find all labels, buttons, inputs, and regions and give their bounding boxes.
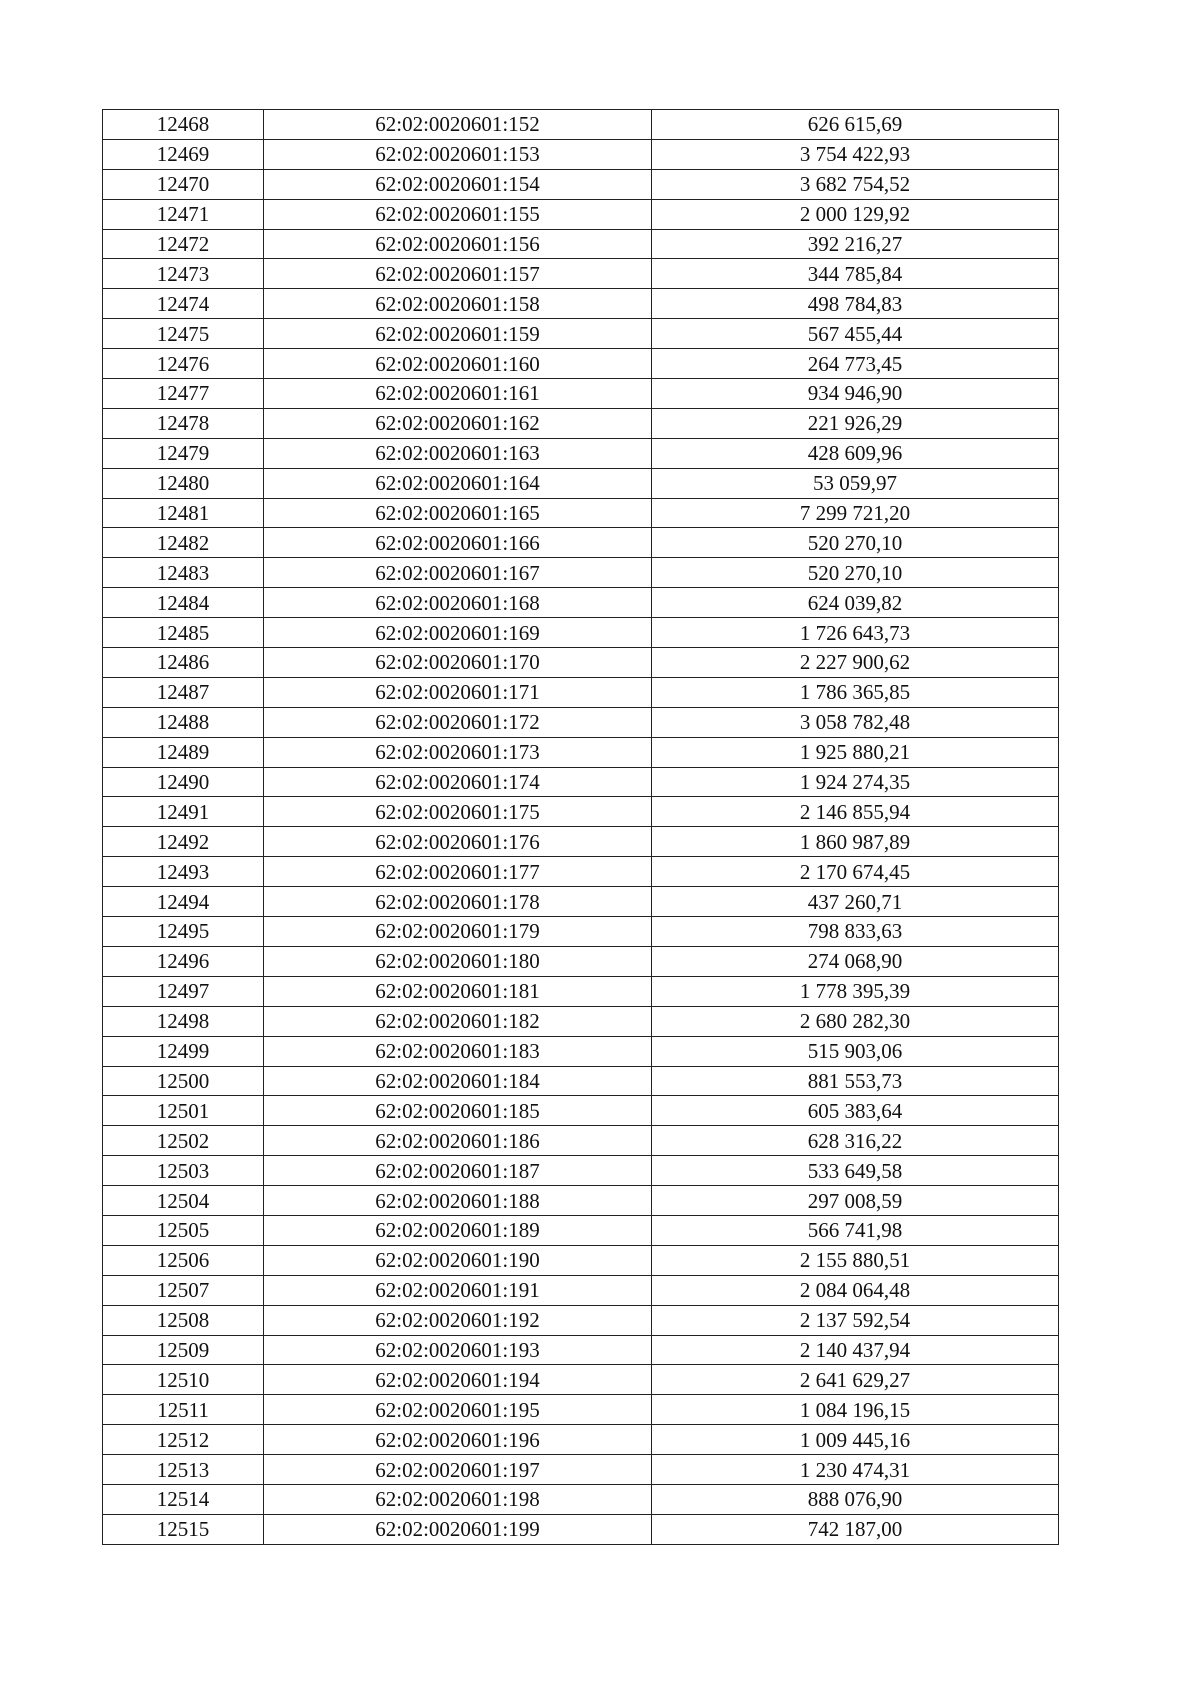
row-number-cell: 12475	[103, 319, 264, 349]
cadastral-value-cell: 798 833,63	[652, 917, 1059, 947]
cadastral-number-cell: 62:02:0020601:175	[264, 797, 652, 827]
table-row	[103, 737, 1059, 767]
table-row	[103, 1514, 1059, 1544]
cadastral-number-cell: 62:02:0020601:174	[264, 767, 652, 797]
cadastral-number-cell: 62:02:0020601:155	[264, 199, 652, 229]
table-row	[103, 797, 1059, 827]
cadastral-value-cell: 1 084 196,15	[652, 1395, 1059, 1425]
cadastral-value-cell: 1 924 274,35	[652, 767, 1059, 797]
cadastral-value-cell: 624 039,82	[652, 588, 1059, 618]
cadastral-number-cell: 62:02:0020601:187	[264, 1156, 652, 1186]
row-number-cell: 12482	[103, 528, 264, 558]
row-number-cell: 12486	[103, 648, 264, 678]
cadastral-number-cell: 62:02:0020601:159	[264, 319, 652, 349]
row-number-cell: 12474	[103, 289, 264, 319]
table-row	[103, 648, 1059, 678]
table-row	[103, 1215, 1059, 1245]
cadastral-number-cell: 62:02:0020601:170	[264, 648, 652, 678]
cadastral-value-cell: 7 299 721,20	[652, 498, 1059, 528]
table-row	[103, 1245, 1059, 1275]
cadastral-number-cell: 62:02:0020601:168	[264, 588, 652, 618]
cadastral-value-cell: 53 059,97	[652, 468, 1059, 498]
cadastral-value-cell: 1 230 474,31	[652, 1455, 1059, 1485]
row-number-cell: 12495	[103, 917, 264, 947]
cadastral-value-cell: 392 216,27	[652, 229, 1059, 259]
cadastral-value-cell: 2 155 880,51	[652, 1245, 1059, 1275]
table-row	[103, 976, 1059, 1006]
table-row	[103, 1425, 1059, 1455]
table-row	[103, 558, 1059, 588]
cadastral-value-cell: 1 009 445,16	[652, 1425, 1059, 1455]
cadastral-value-cell: 428 609,96	[652, 438, 1059, 468]
row-number-cell: 12500	[103, 1066, 264, 1096]
cadastral-value-cell: 3 754 422,93	[652, 139, 1059, 169]
cadastral-number-cell: 62:02:0020601:186	[264, 1126, 652, 1156]
cadastral-value-cell: 1 726 643,73	[652, 618, 1059, 648]
cadastral-number-cell: 62:02:0020601:199	[264, 1514, 652, 1544]
row-number-cell: 12499	[103, 1036, 264, 1066]
row-number-cell: 12513	[103, 1455, 264, 1485]
table-row	[103, 767, 1059, 797]
cadastral-number-cell: 62:02:0020601:190	[264, 1245, 652, 1275]
cadastral-value-cell: 297 008,59	[652, 1186, 1059, 1216]
cadastral-value-cell: 274 068,90	[652, 946, 1059, 976]
row-number-cell: 12481	[103, 498, 264, 528]
cadastral-number-cell: 62:02:0020601:194	[264, 1365, 652, 1395]
cadastral-number-cell: 62:02:0020601:180	[264, 946, 652, 976]
cadastral-value-cell: 742 187,00	[652, 1514, 1059, 1544]
table-row	[103, 1335, 1059, 1365]
cadastral-value-cell: 881 553,73	[652, 1066, 1059, 1096]
row-number-cell: 12468	[103, 110, 264, 140]
cadastral-value-cell: 2 641 629,27	[652, 1365, 1059, 1395]
table-row	[103, 1096, 1059, 1126]
row-number-cell: 12508	[103, 1305, 264, 1335]
cadastral-number-cell: 62:02:0020601:162	[264, 408, 652, 438]
row-number-cell: 12485	[103, 618, 264, 648]
row-number-cell: 12494	[103, 887, 264, 917]
cadastral-value-cell: 628 316,22	[652, 1126, 1059, 1156]
table-row	[103, 1305, 1059, 1335]
cadastral-number-cell: 62:02:0020601:158	[264, 289, 652, 319]
table-row	[103, 139, 1059, 169]
table-body	[103, 110, 1059, 1545]
row-number-cell: 12510	[103, 1365, 264, 1395]
cadastral-number-cell: 62:02:0020601:197	[264, 1455, 652, 1485]
cadastral-value-cell: 437 260,71	[652, 887, 1059, 917]
cadastral-number-cell: 62:02:0020601:176	[264, 827, 652, 857]
cadastral-value-cell: 533 649,58	[652, 1156, 1059, 1186]
row-number-cell: 12477	[103, 379, 264, 409]
table-row	[103, 229, 1059, 259]
row-number-cell: 12469	[103, 139, 264, 169]
row-number-cell: 12507	[103, 1275, 264, 1305]
cadastral-value-cell: 567 455,44	[652, 319, 1059, 349]
cadastral-number-cell: 62:02:0020601:178	[264, 887, 652, 917]
cadastral-number-cell: 62:02:0020601:165	[264, 498, 652, 528]
table-row	[103, 1395, 1059, 1425]
cadastral-value-cell: 2 137 592,54	[652, 1305, 1059, 1335]
cadastral-value-cell: 888 076,90	[652, 1484, 1059, 1514]
row-number-cell: 12498	[103, 1006, 264, 1036]
table-row	[103, 498, 1059, 528]
table-row	[103, 379, 1059, 409]
table-row	[103, 1066, 1059, 1096]
cadastral-number-cell: 62:02:0020601:193	[264, 1335, 652, 1365]
table-row	[103, 259, 1059, 289]
row-number-cell: 12506	[103, 1245, 264, 1275]
cadastral-number-cell: 62:02:0020601:156	[264, 229, 652, 259]
cadastral-value-cell: 2 227 900,62	[652, 648, 1059, 678]
cadastral-number-cell: 62:02:0020601:152	[264, 110, 652, 140]
row-number-cell: 12489	[103, 737, 264, 767]
row-number-cell: 12491	[103, 797, 264, 827]
row-number-cell: 12515	[103, 1514, 264, 1544]
table-row	[103, 1484, 1059, 1514]
table-row	[103, 319, 1059, 349]
table-row	[103, 110, 1059, 140]
table-row	[103, 528, 1059, 558]
table-row	[103, 1455, 1059, 1485]
cadastral-number-cell: 62:02:0020601:188	[264, 1186, 652, 1216]
cadastral-value-cell: 264 773,45	[652, 349, 1059, 379]
cadastral-number-cell: 62:02:0020601:177	[264, 857, 652, 887]
cadastral-number-cell: 62:02:0020601:154	[264, 169, 652, 199]
table-row	[103, 169, 1059, 199]
table-row	[103, 1365, 1059, 1395]
row-number-cell: 12470	[103, 169, 264, 199]
row-number-cell: 12496	[103, 946, 264, 976]
row-number-cell: 12504	[103, 1186, 264, 1216]
table-row	[103, 199, 1059, 229]
cadastral-number-cell: 62:02:0020601:169	[264, 618, 652, 648]
row-number-cell: 12473	[103, 259, 264, 289]
cadastral-number-cell: 62:02:0020601:179	[264, 917, 652, 947]
row-number-cell: 12478	[103, 408, 264, 438]
table-row	[103, 349, 1059, 379]
table-row	[103, 946, 1059, 976]
row-number-cell: 12472	[103, 229, 264, 259]
cadastral-value-cell: 2 170 674,45	[652, 857, 1059, 887]
row-number-cell: 12471	[103, 199, 264, 229]
cadastral-number-cell: 62:02:0020601:195	[264, 1395, 652, 1425]
cadastral-value-cell: 934 946,90	[652, 379, 1059, 409]
cadastral-value-cell: 520 270,10	[652, 558, 1059, 588]
cadastral-number-cell: 62:02:0020601:182	[264, 1006, 652, 1036]
cadastral-value-cell: 1 860 987,89	[652, 827, 1059, 857]
row-number-cell: 12512	[103, 1425, 264, 1455]
cadastral-number-cell: 62:02:0020601:184	[264, 1066, 652, 1096]
row-number-cell: 12501	[103, 1096, 264, 1126]
cadastral-number-cell: 62:02:0020601:171	[264, 677, 652, 707]
cadastral-number-cell: 62:02:0020601:181	[264, 976, 652, 1006]
row-number-cell: 12480	[103, 468, 264, 498]
row-number-cell: 12493	[103, 857, 264, 887]
table-row	[103, 1126, 1059, 1156]
table-row	[103, 1006, 1059, 1036]
row-number-cell: 12476	[103, 349, 264, 379]
row-number-cell: 12503	[103, 1156, 264, 1186]
cadastral-value-cell: 2 000 129,92	[652, 199, 1059, 229]
row-number-cell: 12484	[103, 588, 264, 618]
row-number-cell: 12490	[103, 767, 264, 797]
row-number-cell: 12483	[103, 558, 264, 588]
cadastral-number-cell: 62:02:0020601:172	[264, 707, 652, 737]
table-row	[103, 677, 1059, 707]
cadastral-value-cell: 605 383,64	[652, 1096, 1059, 1126]
cadastral-value-cell: 520 270,10	[652, 528, 1059, 558]
table-row	[103, 1036, 1059, 1066]
cadastral-value-table	[102, 109, 1059, 1545]
row-number-cell: 12511	[103, 1395, 264, 1425]
table-row	[103, 408, 1059, 438]
cadastral-number-cell: 62:02:0020601:166	[264, 528, 652, 558]
cadastral-value-cell: 1 778 395,39	[652, 976, 1059, 1006]
cadastral-number-cell: 62:02:0020601:164	[264, 468, 652, 498]
cadastral-number-cell: 62:02:0020601:183	[264, 1036, 652, 1066]
row-number-cell: 12492	[103, 827, 264, 857]
table-row	[103, 707, 1059, 737]
cadastral-value-cell: 1 786 365,85	[652, 677, 1059, 707]
table-row	[103, 289, 1059, 319]
cadastral-number-cell: 62:02:0020601:153	[264, 139, 652, 169]
cadastral-value-cell: 2 146 855,94	[652, 797, 1059, 827]
table-row	[103, 917, 1059, 947]
cadastral-value-cell: 1 925 880,21	[652, 737, 1059, 767]
row-number-cell: 12505	[103, 1215, 264, 1245]
cadastral-value-cell: 515 903,06	[652, 1036, 1059, 1066]
table-row	[103, 857, 1059, 887]
table-row	[103, 1186, 1059, 1216]
table-row	[103, 468, 1059, 498]
table-row	[103, 887, 1059, 917]
table-row	[103, 1275, 1059, 1305]
cadastral-number-cell: 62:02:0020601:191	[264, 1275, 652, 1305]
row-number-cell: 12497	[103, 976, 264, 1006]
cadastral-number-cell: 62:02:0020601:160	[264, 349, 652, 379]
cadastral-number-cell: 62:02:0020601:157	[264, 259, 652, 289]
cadastral-number-cell: 62:02:0020601:185	[264, 1096, 652, 1126]
cadastral-number-cell: 62:02:0020601:198	[264, 1484, 652, 1514]
table-row	[103, 1156, 1059, 1186]
table-row	[103, 588, 1059, 618]
table-row	[103, 827, 1059, 857]
row-number-cell: 12479	[103, 438, 264, 468]
cadastral-number-cell: 62:02:0020601:167	[264, 558, 652, 588]
cadastral-value-cell: 344 785,84	[652, 259, 1059, 289]
row-number-cell: 12514	[103, 1484, 264, 1514]
row-number-cell: 12488	[103, 707, 264, 737]
cadastral-value-cell: 566 741,98	[652, 1215, 1059, 1245]
cadastral-number-cell: 62:02:0020601:196	[264, 1425, 652, 1455]
cadastral-value-cell: 3 682 754,52	[652, 169, 1059, 199]
cadastral-value-cell: 626 615,69	[652, 110, 1059, 140]
cadastral-value-cell: 498 784,83	[652, 289, 1059, 319]
row-number-cell: 12509	[103, 1335, 264, 1365]
table-row	[103, 618, 1059, 648]
cadastral-value-cell: 2 680 282,30	[652, 1006, 1059, 1036]
cadastral-value-cell: 3 058 782,48	[652, 707, 1059, 737]
row-number-cell: 12502	[103, 1126, 264, 1156]
cadastral-value-cell: 221 926,29	[652, 408, 1059, 438]
cadastral-number-cell: 62:02:0020601:173	[264, 737, 652, 767]
table-row	[103, 438, 1059, 468]
cadastral-number-cell: 62:02:0020601:163	[264, 438, 652, 468]
row-number-cell: 12487	[103, 677, 264, 707]
cadastral-number-cell: 62:02:0020601:192	[264, 1305, 652, 1335]
cadastral-value-cell: 2 140 437,94	[652, 1335, 1059, 1365]
cadastral-value-cell: 2 084 064,48	[652, 1275, 1059, 1305]
cadastral-number-cell: 62:02:0020601:161	[264, 379, 652, 409]
cadastral-number-cell: 62:02:0020601:189	[264, 1215, 652, 1245]
